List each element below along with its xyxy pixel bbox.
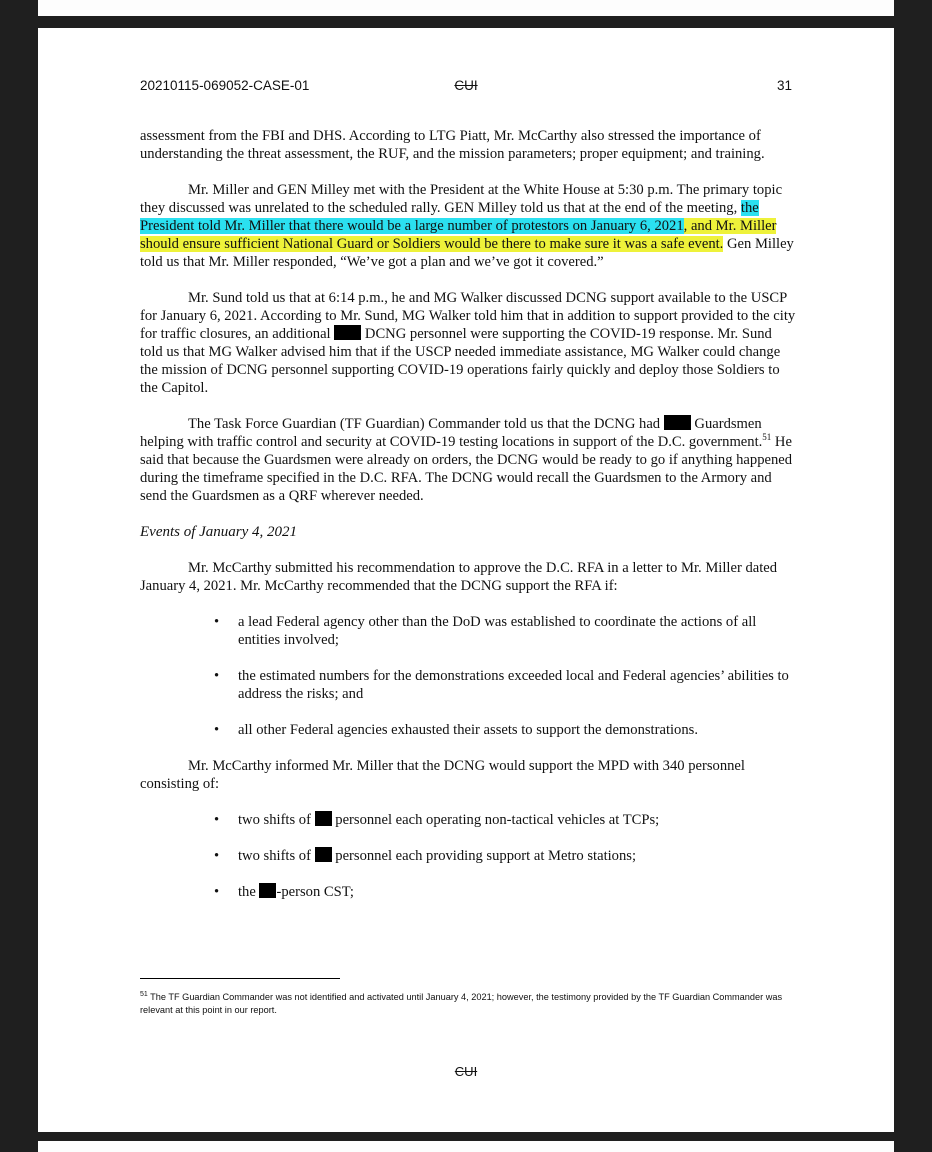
paragraph-5: Mr. McCarthy submitted his recommendation to approve the D.C. RFA in a letter to Mr. Miller dated January 4, 2021. Mr. McCarthy recommended that the DCNG support the RFA if: — [140, 560, 778, 594]
next-page-edge — [38, 1141, 894, 1152]
bullet-icon: • — [214, 614, 220, 630]
highlight-yellow: , and Mr. Miller should ensure sufficient National Guard or Soldiers would be there to make sure it was a safe event. — [140, 218, 777, 252]
list-item — [140, 613, 796, 649]
paragraph-2-text-a: Mr. Miller and GEN Milley met with the President at the White House at 5:30 p.m. The primary topic they discussed was unrelated to the scheduled rally. GEN Milley told us that at the end of the meeting, — [140, 182, 783, 216]
list-item-text: all other Federal agencies exhausted their assets to support the demonstrations. — [238, 722, 698, 738]
paragraph-3-text-b: DCNG personnel were supporting the COVID-19 response. Mr. Sund told us that MG Walker advised him that if the USCP needed immediate assistance, MG Walker could change the mission of DCNG personnel supporting COVID-19 operations fairly quickly and deploy those Soldiers to the Capitol. — [140, 326, 781, 396]
redaction-box — [315, 811, 332, 826]
paragraph-4 — [140, 415, 796, 505]
bullet-icon: • — [214, 848, 220, 864]
redaction-box — [664, 415, 691, 430]
footnote — [140, 988, 796, 1017]
paragraph-4-text-b: Guardsmen helping with traffic control and security at COVID-19 testing locations in support of the D.C. government. — [140, 416, 763, 450]
header-classification: CUI — [454, 78, 478, 93]
document-page — [38, 28, 894, 1132]
page-number: 31 — [776, 78, 792, 93]
list-item — [140, 667, 796, 703]
highlight-cyan: the President told Mr. Miller that there would be a large number of protestors on January 6, 2021 — [140, 200, 759, 234]
personnel-list — [140, 811, 796, 901]
list-item-text: a lead Federal agency other than the DoD was established to coordinate the actions of all entities involved; — [238, 614, 757, 648]
list-item — [140, 721, 796, 739]
footnote-reference[interactable]: 51 — [762, 432, 772, 443]
paragraph-4-text-c: He said that because the Guardsmen were already on orders, the DCNG would be ready to go if anything happened during the timeframe specified in the D.C. RFA. The DCNG would recall the Guardsmen to the Armory and send the Guardsmen as a QRF wherever needed. — [140, 434, 793, 504]
list-item-text: two shifts of — [238, 812, 315, 828]
previous-page-edge — [38, 0, 894, 16]
body-text — [140, 127, 796, 919]
redaction-box — [334, 325, 361, 340]
paragraph-3 — [140, 289, 796, 397]
list-item-text: personnel each providing support at Metro stations; — [331, 848, 637, 864]
list-item-text: the — [238, 884, 260, 900]
conditions-list — [140, 613, 796, 739]
bullet-icon: • — [214, 668, 220, 684]
redaction-box — [259, 883, 276, 898]
list-item-text: the estimated numbers for the demonstrations exceeded local and Federal agencies’ abilities to address the risks; and — [238, 668, 789, 702]
list-item — [140, 811, 796, 829]
footnote-text: The TF Guardian Commander was not identified and activated until January 4, 2021; however, the testimony provided by the TF Guardian Commander was relevant at this point in our report. — [140, 992, 783, 1016]
paragraph-1: assessment from the FBI and DHS. According to LTG Piatt, Mr. McCarthy also stressed the importance of understanding the threat assessment, the RUF, and the mission parameters; proper equipment; and training. — [140, 128, 765, 162]
case-number: 20210115-069052-CASE-01 — [140, 78, 310, 93]
list-item-text: two shifts of — [238, 848, 315, 864]
redaction-box — [315, 847, 332, 862]
footnote-divider — [140, 978, 340, 979]
footer-classification: CUI — [454, 1064, 478, 1079]
paragraph-2 — [140, 181, 796, 271]
bullet-icon: • — [214, 812, 220, 828]
list-item-text: -person CST; — [276, 884, 354, 900]
list-item — [140, 883, 796, 901]
list-item-text: personnel each operating non-tactical vehicles at TCPs; — [331, 812, 660, 828]
paragraph-3-text-a: Mr. Sund told us that at 6:14 p.m., he and MG Walker discussed DCNG support available to the USCP for January 6, 2021. According to Mr. Sund, MG Walker told him that in addition to support provided to the city for traffic closures, an additional — [140, 290, 796, 342]
bullet-icon: • — [214, 884, 220, 900]
paragraph-2-text-b: Gen Milley told us that Mr. Miller responded, “We’ve got a plan and we’ve got it covered.” — [140, 236, 794, 270]
paragraph-4-text-a: The Task Force Guardian (TF Guardian) Commander told us that the DCNG had — [188, 416, 664, 432]
paragraph-6: Mr. McCarthy informed Mr. Miller that the DCNG would support the MPD with 340 personnel consisting of: — [140, 758, 745, 792]
footnote-number: 51 — [140, 991, 148, 998]
list-item — [140, 847, 796, 865]
section-heading: Events of January 4, 2021 — [140, 524, 298, 540]
bullet-icon: • — [214, 722, 220, 738]
